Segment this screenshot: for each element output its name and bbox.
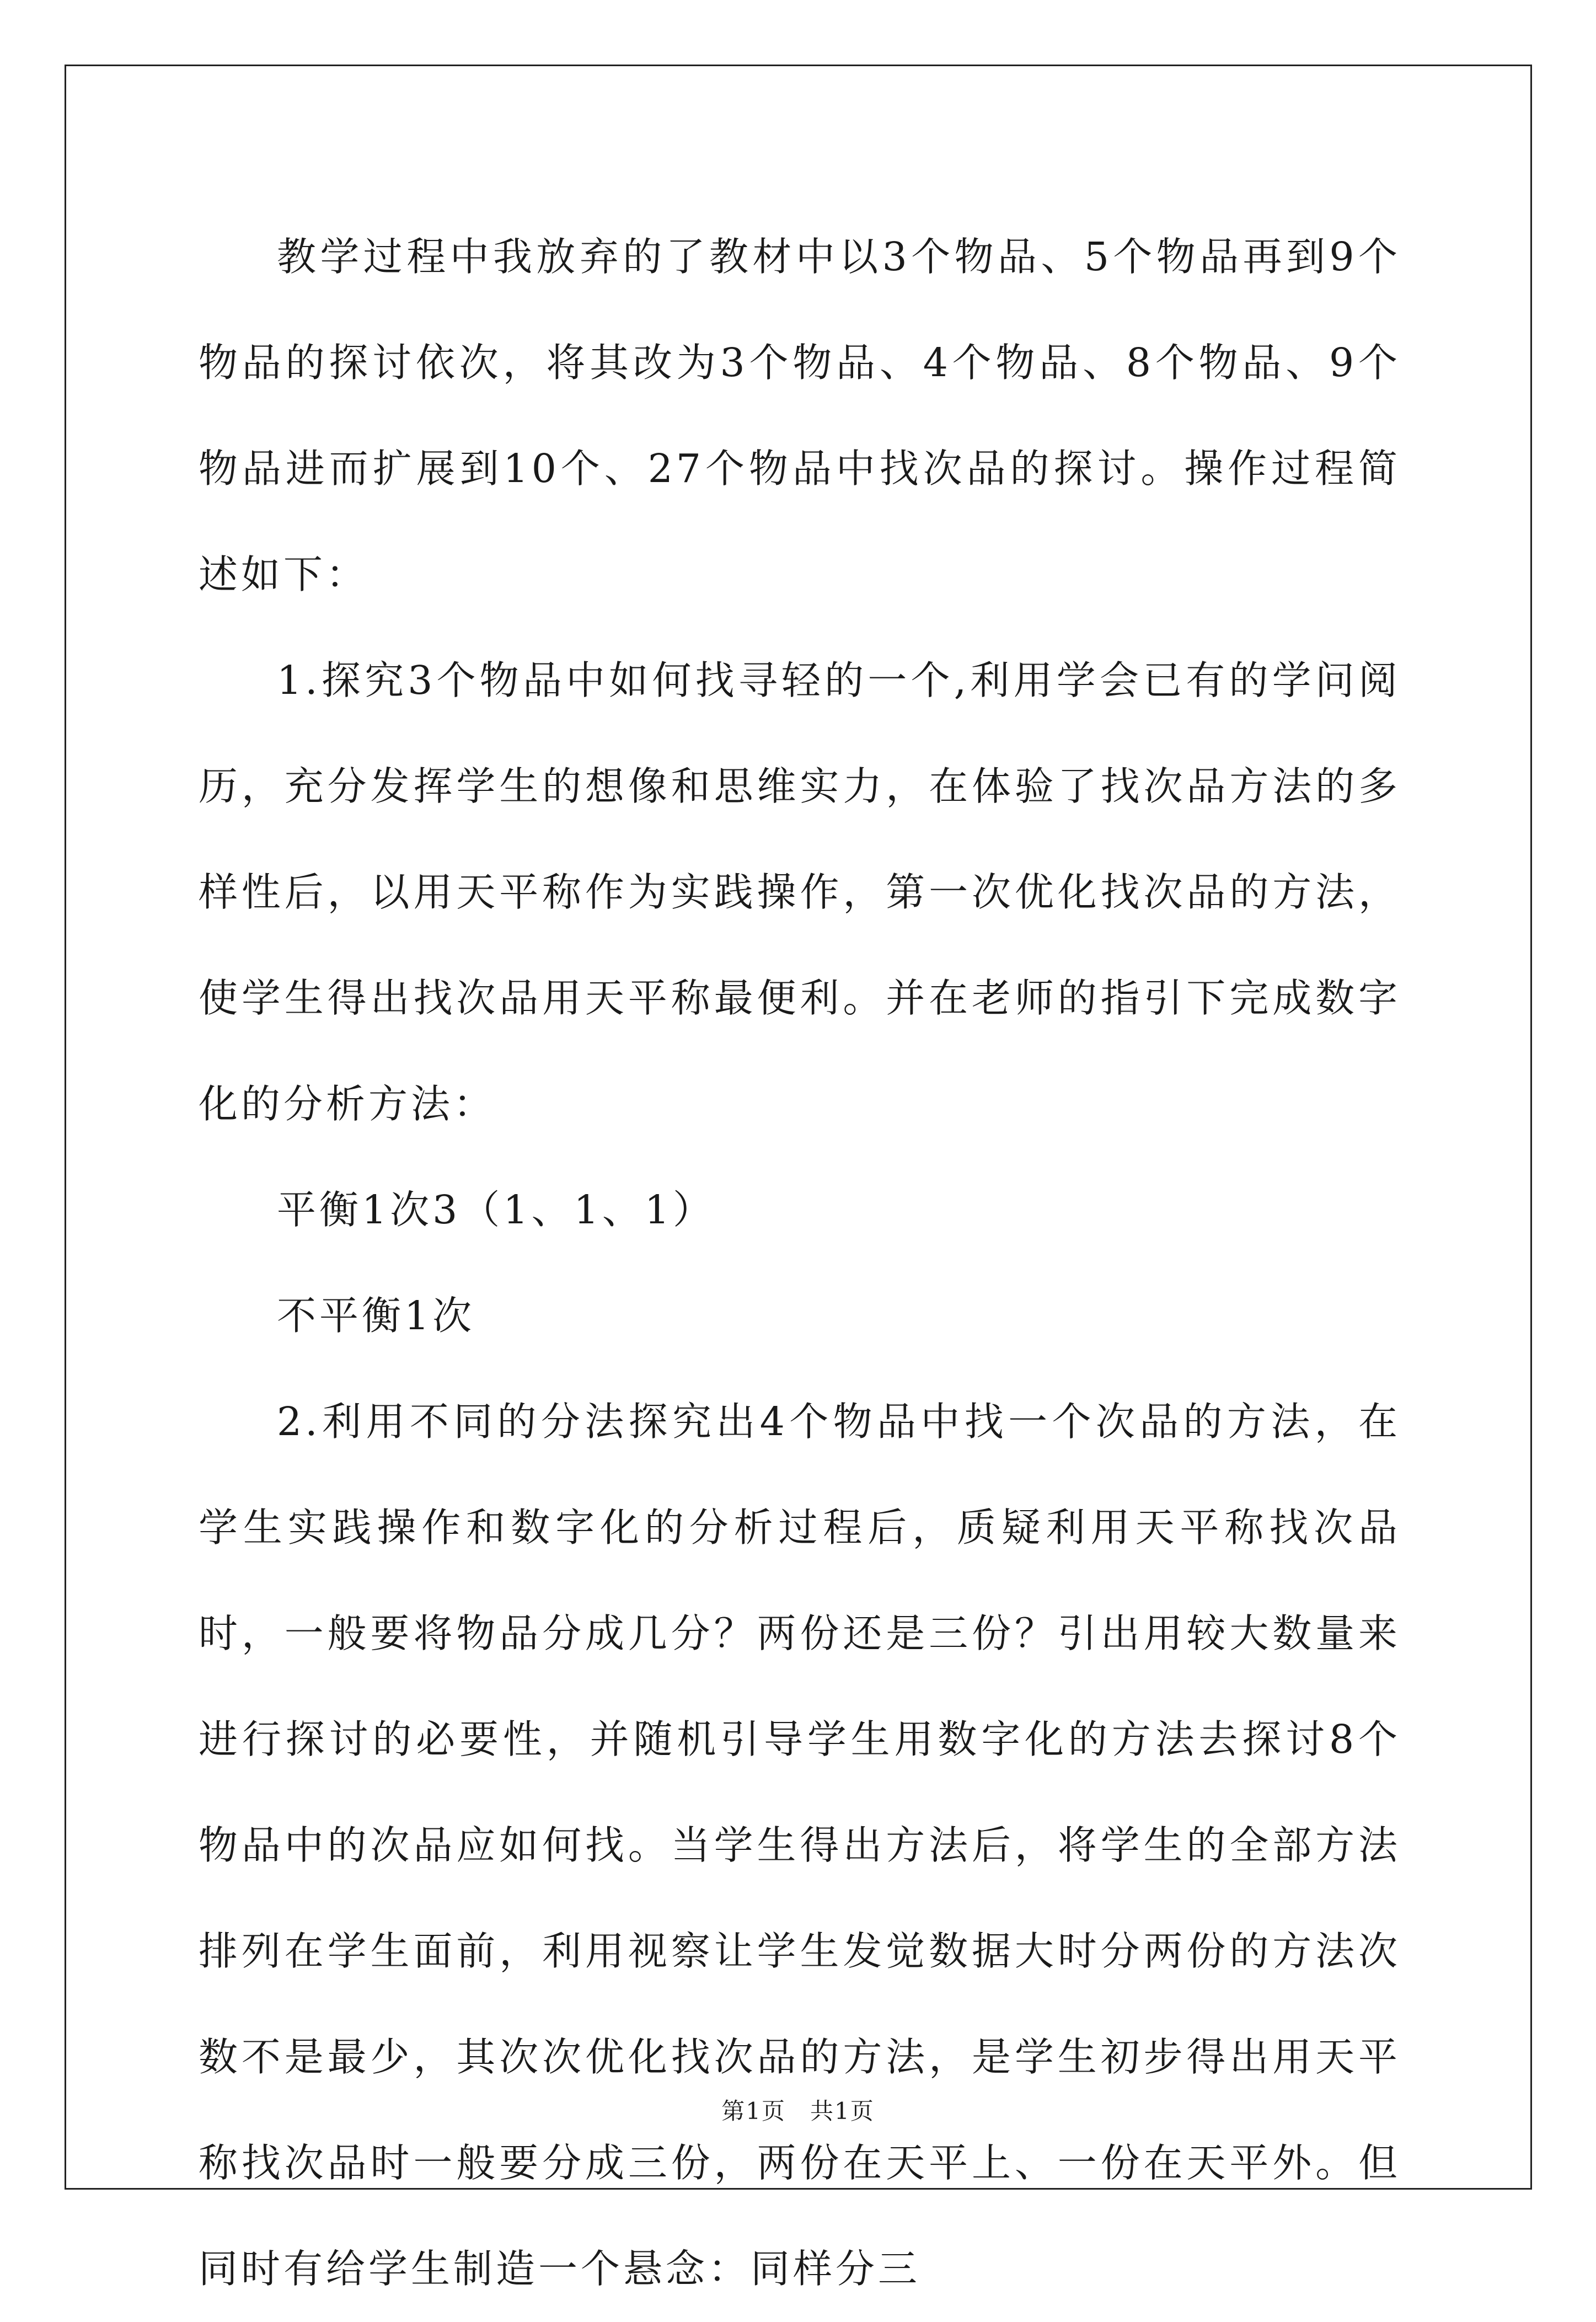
paragraph-intro: 教学过程中我放弃的了教材中以3个物品、5个物品再到9个物品的探讨依次，将其改为3个物品、4个物品、8个物品、9个物品进而扩展到10个、27个物品中找次品的探讨。操作过程简述如下： [199, 234, 1401, 597]
document-body [199, 204, 1401, 2322]
paragraph-step-1: 1.探究3个物品中如何找寻轻的一个,利用学会已有的学问阅历，充分发挥学生的想像和思维实力，在体验了找次品方法的多样性后，以用天平称作为实践操作，第一次优化找次品的方法，使学生得出找次品用天平称最便利。并在老师的指引下完成数字化的分析方法： [199, 657, 1401, 1127]
paragraph-balance: 平衡1次3（1、1、1） [277, 1187, 715, 1233]
paragraph-step-2: 2.利用不同的分法探究出4个物品中找一个次品的方法，在学生实践操作和数字化的分析过程后，质疑利用天平称找次品时，一般要将物品分成几分？两份还是三份？引出用较大数量来进行探讨的必要性，并随机引导学生用数字化的方法去探讨8个物品中的次品应如何找。当学生得出方法后，将学生的全部方法排列在学生面前，利用视察让学生发觉数据大时分两份的方法次数不是最少，其次次优化找次品的方法，是学生初步得出用天平称找次品时一般要分成三份，两份在天平上、一份在天平外。但同时有给学生制造一个悬念：同样分三 [199, 1399, 1401, 2292]
page-number-footer: 第1页 共1页 [721, 2098, 875, 2125]
paragraph-unbalance: 不平衡1次 [277, 1293, 475, 1339]
